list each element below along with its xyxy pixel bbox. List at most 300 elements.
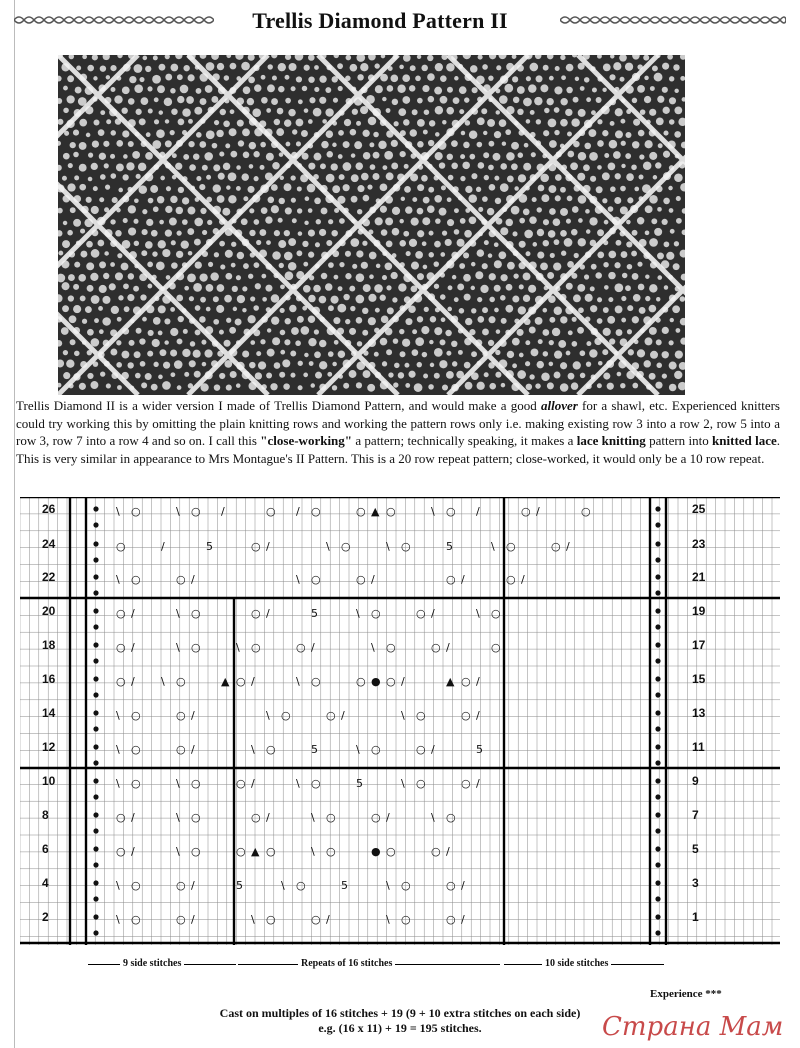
lace-stitch <box>352 109 358 115</box>
lace-stitch <box>223 163 230 170</box>
purl-stitch <box>655 726 660 731</box>
lace-stitch <box>543 130 549 136</box>
caption-side-right: 10 side stitches <box>542 958 611 969</box>
lace-stitch <box>266 372 272 378</box>
lace-stitch <box>170 328 178 336</box>
purl-stitch <box>93 880 98 885</box>
lace-stitch <box>180 85 189 94</box>
purl-stitch <box>93 658 98 663</box>
lace-stitch <box>242 308 246 312</box>
lace-stitch <box>628 349 634 355</box>
lace-stitch <box>355 295 364 304</box>
lace-stitch <box>153 55 158 60</box>
lace-stitch <box>110 349 117 356</box>
lace-stitch <box>517 86 525 94</box>
lace-stitch <box>363 370 371 378</box>
yarn-over-symbol: ○ <box>266 505 276 518</box>
ssk-symbol: \ <box>251 913 255 926</box>
lace-stitch <box>673 64 679 70</box>
lace-stitch <box>643 161 652 170</box>
lace-stitch <box>254 176 259 181</box>
lace-stitch <box>183 154 189 160</box>
lace-stitch <box>100 371 105 376</box>
lace-stitch <box>150 185 158 193</box>
lace-stitch <box>79 164 87 172</box>
lace-stitch <box>398 283 406 291</box>
lace-stitch <box>152 75 161 84</box>
lace-stitch <box>632 98 637 103</box>
lace-stitch <box>343 184 350 191</box>
lace-stitch <box>319 76 326 83</box>
lace-stitch <box>87 373 93 379</box>
lace-stitch <box>644 360 651 367</box>
lace-stitch <box>121 263 129 271</box>
lace-stitch <box>228 195 236 203</box>
lace-stitch <box>649 373 656 380</box>
lace-stitch <box>301 130 308 137</box>
lace-stitch <box>280 308 285 313</box>
lace-stitch <box>99 261 106 268</box>
lace-stitch <box>567 132 572 137</box>
k2tog-symbol: / <box>461 913 465 926</box>
lace-stitch <box>94 318 99 323</box>
lace-stitch <box>249 362 255 368</box>
lace-stitch <box>284 183 292 191</box>
lace-stitch <box>526 384 533 391</box>
lace-stitch <box>289 63 297 71</box>
lace-stitch <box>214 120 219 125</box>
lace-stitch <box>68 274 75 281</box>
lace-stitch <box>333 98 338 103</box>
ssk-symbol: \ <box>356 607 360 620</box>
lace-stitch <box>440 339 446 345</box>
lace-stitch <box>616 329 623 336</box>
yarn-over-symbol: ○ <box>131 879 141 892</box>
row-label-left: 22 <box>42 570 56 584</box>
row-label-right: 5 <box>692 842 699 856</box>
lace-texture <box>58 55 685 395</box>
lace-stitch <box>79 184 86 191</box>
lace-stitch <box>549 362 554 367</box>
purl-stitch <box>655 522 660 527</box>
lace-stitch <box>134 351 141 358</box>
yarn-over-symbol: ○ <box>386 675 396 688</box>
lace-stitch <box>188 141 194 147</box>
yarn-over-symbol: ○ <box>506 573 516 586</box>
ssk-symbol: \ <box>296 573 300 586</box>
lace-stitch <box>98 306 103 311</box>
lace-stitch <box>304 221 308 225</box>
lace-stitch <box>357 209 362 214</box>
lace-stitch <box>530 63 539 72</box>
lace-stitch <box>586 97 591 102</box>
lace-stitch <box>560 230 567 237</box>
lace-stitch <box>417 98 423 104</box>
ssk-symbol: \ <box>176 607 180 620</box>
lace-stitch <box>649 305 657 313</box>
lace-stitch <box>459 109 464 114</box>
lace-stitch <box>63 372 70 379</box>
lace-stitch <box>567 195 573 201</box>
lace-stitch <box>469 154 475 160</box>
lace-stitch <box>388 372 393 377</box>
lace-stitch <box>351 153 356 158</box>
lace-stitch <box>496 110 500 114</box>
lace-stitch <box>680 296 685 302</box>
lace-stitch <box>282 359 290 367</box>
lace-stitch <box>298 385 303 390</box>
lace-stitch <box>501 383 506 388</box>
lace-stitch <box>291 198 296 203</box>
lace-stitch <box>488 165 494 171</box>
lace-stitch <box>200 98 207 105</box>
k2tog-symbol: / <box>191 879 195 892</box>
lace-stitch <box>344 119 351 126</box>
lace-stitch <box>547 272 554 279</box>
lace-stitch <box>564 238 573 247</box>
lace-stitch <box>127 362 133 368</box>
ssk-symbol: \ <box>176 777 180 790</box>
lace-stitch <box>236 165 241 170</box>
lace-stitch <box>415 251 423 259</box>
lace-stitch <box>63 350 68 355</box>
lace-stitch <box>542 329 549 336</box>
lace-stitch <box>482 64 488 70</box>
lace-stitch <box>415 76 421 82</box>
lace-stitch <box>511 206 520 215</box>
lace-stitch <box>224 75 229 80</box>
caption-side-left: 9 side stitches <box>120 958 184 969</box>
lace-stitch <box>495 372 501 378</box>
lace-stitch <box>169 218 177 226</box>
lace-stitch <box>360 63 368 71</box>
lace-stitch <box>662 87 668 93</box>
lace-stitch <box>249 230 255 236</box>
lace-stitch <box>307 184 316 193</box>
lace-stitch <box>549 76 554 81</box>
lace-stitch <box>591 264 597 270</box>
lace-stitch <box>528 84 536 92</box>
lace-stitch <box>423 265 428 270</box>
k2tog-symbol: / <box>326 913 330 926</box>
lace-stitch <box>285 207 292 214</box>
purl-stitch <box>655 760 660 765</box>
yarn-over-symbol: ○ <box>416 743 426 756</box>
lace-stitch <box>669 384 677 392</box>
lace-stitch <box>302 86 307 91</box>
lace-stitch <box>656 339 662 345</box>
lace-stitch <box>164 340 168 344</box>
lace-stitch <box>140 294 146 300</box>
lace-stitch <box>644 76 648 80</box>
lace-stitch <box>408 371 415 378</box>
k2tog-symbol: / <box>221 505 225 518</box>
site-watermark: Страна Мам <box>602 1012 784 1042</box>
lace-stitch <box>230 109 235 114</box>
lace-stitch <box>217 63 224 70</box>
yarn-over-symbol: ○ <box>431 641 441 654</box>
lace-stitch <box>86 133 91 138</box>
lace-stitch <box>675 350 683 358</box>
purl-stitch <box>93 726 98 731</box>
lace-stitch <box>553 218 561 226</box>
lace-stitch <box>409 239 417 247</box>
lace-stitch <box>397 85 405 93</box>
lace-stitch <box>649 284 657 292</box>
lace-stitch <box>465 382 473 390</box>
purl-stitch <box>655 624 660 629</box>
lace-stitch <box>480 285 488 293</box>
lace-stitch <box>394 121 399 126</box>
lace-stitch <box>578 109 586 117</box>
lace-stitch <box>258 361 266 369</box>
ssk-symbol: \ <box>431 811 435 824</box>
lace-stitch <box>549 140 557 148</box>
lace-stitch <box>224 340 231 347</box>
lace-stitch <box>666 252 674 260</box>
lace-stitch <box>128 273 134 279</box>
lace-stitch <box>669 362 677 370</box>
ssk-symbol: \ <box>176 811 180 824</box>
lace-stitch <box>549 208 556 215</box>
lace-stitch <box>93 186 98 191</box>
lace-stitch <box>337 304 346 313</box>
lace-stitch <box>464 362 471 369</box>
lace-stitch <box>178 119 185 126</box>
yarn-over-symbol: ○ <box>251 811 261 824</box>
lace-stitch <box>625 153 631 159</box>
lace-stitch <box>230 371 237 378</box>
lace-stitch <box>319 296 327 304</box>
lace-stitch <box>631 164 637 170</box>
lace-stitch <box>133 219 138 224</box>
lace-stitch <box>676 328 681 333</box>
lace-stitch <box>308 76 314 82</box>
lace-stitch <box>213 184 221 192</box>
lace-stitch <box>375 308 380 313</box>
close-working-term: "close-working" <box>260 433 353 448</box>
lace-stitch <box>459 263 465 269</box>
lace-stitch <box>363 284 371 292</box>
lace-stitch <box>219 373 225 379</box>
yarn-over-symbol: ○ <box>416 607 426 620</box>
lace-stitch <box>148 109 153 114</box>
lace-stitch <box>212 143 218 149</box>
lace-stitch <box>220 109 226 115</box>
lace-stitch <box>447 219 454 226</box>
five-symbol: 5 <box>476 743 483 756</box>
lace-stitch <box>319 340 326 347</box>
lace-stitch <box>549 317 555 323</box>
lace-stitch <box>304 108 309 113</box>
lace-stitch <box>597 383 602 388</box>
lace-stitch <box>441 317 446 322</box>
lace-stitch <box>459 86 467 94</box>
k2tog-symbol: / <box>446 641 450 654</box>
lace-stitch <box>230 63 237 70</box>
yarn-over-symbol: ○ <box>131 573 141 586</box>
yarn-over-symbol: ○ <box>446 505 456 518</box>
lace-stitch <box>278 63 286 71</box>
lace-stitch <box>164 318 170 324</box>
lace-stitch <box>518 306 526 314</box>
lace-stitch <box>194 218 203 227</box>
lace-stitch <box>87 285 94 292</box>
row-label-left: 12 <box>42 740 56 754</box>
lace-stitch <box>573 97 579 103</box>
yarn-over-symbol: ○ <box>311 777 321 790</box>
lace-stitch <box>61 282 69 290</box>
lace-stitch <box>410 129 417 136</box>
lace-stitch <box>165 140 172 147</box>
lace-stitch <box>285 98 291 104</box>
lace-stitch <box>128 227 136 235</box>
lace-stitch <box>127 294 134 301</box>
lace-stitch <box>523 98 532 107</box>
lace-stitch <box>241 62 250 71</box>
lace-stitch <box>138 163 146 171</box>
lace-stitch <box>445 330 451 336</box>
ssk-symbol: \ <box>296 675 300 688</box>
lace-stitch <box>540 174 549 183</box>
lace-stitch <box>284 230 290 236</box>
lace-stitch <box>604 220 609 225</box>
lace-stitch <box>308 316 315 323</box>
lace-stitch <box>266 240 271 245</box>
lace-stitch <box>176 207 183 214</box>
lace-stitch <box>463 252 469 258</box>
lace-stitch <box>314 153 322 161</box>
left-ornament <box>14 14 214 26</box>
lace-stitch <box>110 154 115 159</box>
lace-stitch <box>99 153 106 160</box>
lace-stitch <box>206 284 214 292</box>
lace-stitch <box>343 294 349 300</box>
lace-stitch <box>489 383 496 390</box>
lace-stitch <box>190 341 195 346</box>
lace-stitch <box>459 308 465 314</box>
purl-stitch <box>655 880 660 885</box>
lace-stitch <box>571 229 578 236</box>
lace-stitch <box>141 250 147 256</box>
lace-stitch <box>243 263 249 269</box>
lace-stitch <box>74 262 80 268</box>
lace-stitch <box>496 329 501 334</box>
lace-stitch <box>178 316 184 322</box>
lace-stitch <box>482 263 488 269</box>
lace-stitch <box>250 296 255 301</box>
lace-stitch <box>541 372 550 381</box>
lace-stitch <box>440 75 447 82</box>
lace-stitch <box>202 362 207 367</box>
lace-stitch <box>351 174 359 182</box>
lace-stitch <box>350 129 357 136</box>
lace-stitch <box>603 307 609 313</box>
yarn-over-symbol: ○ <box>116 607 126 620</box>
lace-stitch <box>608 206 614 212</box>
lace-stitch <box>609 74 615 80</box>
lace-stitch <box>154 97 159 102</box>
lace-stitch <box>196 132 202 138</box>
lace-stitch <box>242 350 249 357</box>
lace-stitch <box>566 219 571 224</box>
purl-stitch <box>93 896 98 901</box>
lace-stitch <box>237 120 244 127</box>
lace-stitch <box>428 96 435 103</box>
lace-stitch <box>268 196 275 203</box>
lace-stitch <box>243 151 250 158</box>
lace-stitch <box>63 221 68 226</box>
ssk-symbol: \ <box>476 607 480 620</box>
lace-stitch <box>298 231 303 236</box>
lace-stitch <box>477 316 484 323</box>
lace-stitch <box>322 119 327 124</box>
yarn-over-symbol: ○ <box>116 845 126 858</box>
lace-stitch <box>339 218 345 224</box>
lace-stitch <box>134 198 139 203</box>
lace-stitch <box>463 274 471 282</box>
lace-stitch <box>572 317 577 322</box>
lace-stitch <box>615 108 623 116</box>
lace-stitch <box>260 165 265 170</box>
lace-stitch <box>505 129 511 135</box>
purl-stitch <box>655 914 660 919</box>
row-label-left: 18 <box>42 638 56 652</box>
lace-stitch <box>210 272 218 280</box>
purl-symbol: ● <box>371 845 381 858</box>
lace-stitch <box>116 340 121 345</box>
row-label-right: 13 <box>692 706 706 720</box>
lace-stitch <box>319 97 326 104</box>
lace-stitch <box>248 274 253 279</box>
five-symbol: 5 <box>311 743 318 756</box>
lace-stitch <box>481 108 487 114</box>
lace-stitch <box>171 108 178 115</box>
lace-stitch <box>276 128 284 136</box>
lace-stitch <box>109 283 116 290</box>
lace-stitch <box>314 329 319 334</box>
lace-stitch <box>608 163 616 171</box>
lace-stitch <box>188 74 195 81</box>
lace-stitch <box>602 130 608 136</box>
lace-stitch <box>439 162 445 168</box>
lace-stitch <box>187 228 194 235</box>
yarn-over-symbol: ○ <box>461 777 471 790</box>
lace-stitch <box>297 208 302 213</box>
lace-stitch <box>435 106 443 114</box>
ssk-symbol: \ <box>386 913 390 926</box>
lace-stitch <box>116 164 124 172</box>
yarn-over-symbol: ○ <box>176 743 186 756</box>
purl-stitch <box>655 846 660 851</box>
lace-stitch <box>332 385 337 390</box>
lace-stitch <box>541 194 549 202</box>
lace-stitch <box>452 275 456 279</box>
yarn-over-symbol: ○ <box>371 607 381 620</box>
lace-stitch <box>73 284 79 290</box>
lace-stitch <box>631 251 637 257</box>
ssk-symbol: \ <box>116 505 120 518</box>
lace-stitch <box>356 121 361 126</box>
lace-stitch <box>676 196 681 201</box>
lace-stitch <box>555 195 561 201</box>
caption-repeats: Repeats of 16 stitches <box>298 958 395 969</box>
row-label-right: 21 <box>692 570 706 584</box>
lace-stitch <box>626 220 631 225</box>
lace-stitch <box>261 274 266 279</box>
lace-stitch <box>205 85 213 93</box>
lace-stitch <box>653 175 657 179</box>
